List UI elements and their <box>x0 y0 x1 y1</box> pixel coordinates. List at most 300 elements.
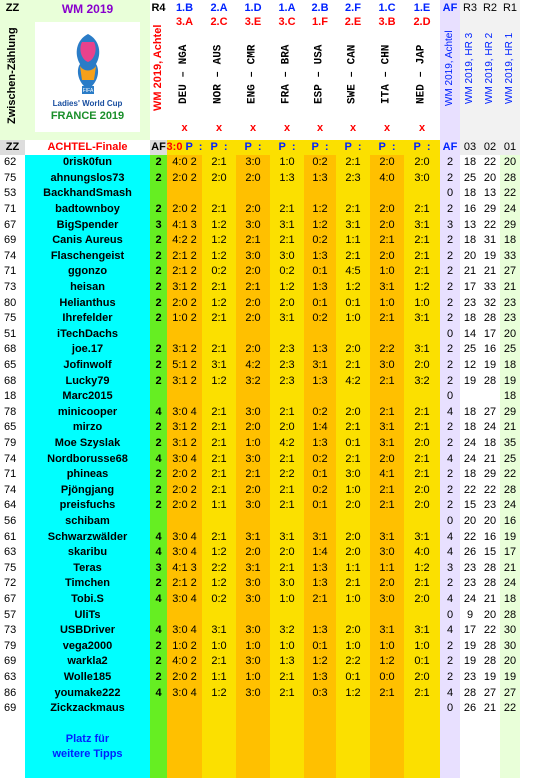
row-tip: 0:1 <box>304 639 336 655</box>
row-tip: 2:0 <box>236 171 270 187</box>
row-r2: 21 <box>480 264 500 280</box>
row-tip: 1:0 2 <box>167 311 202 327</box>
sub-pick <box>336 140 370 155</box>
row-af: 2 <box>150 670 167 686</box>
row-tip: 2:0 2 <box>167 171 202 187</box>
row-zz: 64 <box>0 498 25 514</box>
row-name: Tobi.S <box>25 592 150 608</box>
row-af: 2 <box>150 420 167 436</box>
row-tip: 1:3 <box>304 670 336 686</box>
row-tip: 3:0 <box>236 685 270 701</box>
row-r1: 23 <box>500 295 520 311</box>
row-tip: 3:1 <box>404 342 440 358</box>
row-tip: 1:3 <box>304 623 336 639</box>
row-tip: 3:1 <box>404 529 440 545</box>
row-tip: 1:0 <box>404 295 440 311</box>
row-tip: 4:0 <box>370 171 404 187</box>
row-r3: 18 <box>460 420 480 436</box>
row-tip: 1:2 <box>202 373 236 389</box>
sub-af: AF <box>151 141 166 153</box>
row-tip: 2:0 <box>336 545 370 561</box>
row-af-points: 2 <box>440 171 460 187</box>
row-af-points: 2 <box>440 670 460 686</box>
row-r3: 16 <box>460 202 480 218</box>
row-af-points: 2 <box>440 264 460 280</box>
row-tip: 2:0 <box>404 498 440 514</box>
row-r1: 21 <box>500 280 520 296</box>
row-af-points: 4 <box>440 623 460 639</box>
row-tip: 2:0 <box>404 670 440 686</box>
row-af-points: 2 <box>440 373 460 389</box>
row-tip: 3:0 <box>236 155 270 171</box>
row-name: youmake222 <box>25 685 150 701</box>
row-r3: 19 <box>460 373 480 389</box>
row-af-points: 2 <box>440 436 460 452</box>
row-tip: 1:1 <box>336 561 370 577</box>
row-tip: 3:1 2 <box>167 373 202 389</box>
row-r1: 22 <box>500 701 520 717</box>
row-tip: 4:0 2 <box>167 654 202 670</box>
row-r2: 20 <box>480 607 500 623</box>
footer-tip <box>270 717 304 778</box>
row-tip: 1:0 <box>236 670 270 686</box>
match-code-top: 1.C <box>378 1 396 14</box>
row-tip: 2:1 <box>236 280 270 296</box>
row-tip: 2:0 <box>270 295 304 311</box>
row-tip: 3:0 <box>236 498 270 514</box>
row-af: 2 <box>150 249 167 265</box>
row-zz: 73 <box>0 623 25 639</box>
row-tip <box>336 327 370 343</box>
row-tip: 0:2 <box>202 264 236 280</box>
row-tip <box>404 186 440 202</box>
row-tip: 2:1 <box>404 249 440 265</box>
row-tip <box>336 701 370 717</box>
row-r3: 15 <box>460 498 480 514</box>
row-tip: 1:3 <box>270 171 304 187</box>
row-af: 2 <box>150 467 167 483</box>
row-tip <box>336 389 370 405</box>
row-tip: 2:0 <box>236 420 270 436</box>
row-af: 2 <box>150 233 167 249</box>
row-af: 3 <box>150 561 167 577</box>
row-af: 4 <box>150 545 167 561</box>
sub-pick <box>167 140 202 155</box>
row-af: 4 <box>150 592 167 608</box>
row-af: 2 <box>150 342 167 358</box>
pick-mark: P <box>378 141 386 153</box>
row-tip: 2:0 <box>336 405 370 421</box>
row-r2: 21 <box>480 701 500 717</box>
row-tip <box>236 701 270 717</box>
row-tip: 1:0 <box>336 639 370 655</box>
row-tip: 2:0 <box>370 217 404 233</box>
row-name: Marc2015 <box>25 389 150 405</box>
row-r3: 23 <box>460 561 480 577</box>
row-tip: 1:2 <box>202 295 236 311</box>
row-tip: 3:0 <box>370 545 404 561</box>
row-tip <box>202 514 236 530</box>
sub-pick <box>202 140 236 155</box>
row-tip: 3:0 4 <box>167 545 202 561</box>
row-tip: 2:0 <box>370 202 404 218</box>
row-tip: 2:1 <box>270 405 304 421</box>
row-r1: 24 <box>500 202 520 218</box>
row-name: iTechDachs <box>25 327 150 343</box>
match-code-bottom: 3.C <box>278 15 296 28</box>
row-name: Jofinwolf <box>25 358 150 374</box>
row-zz: 79 <box>0 639 25 655</box>
row-tip <box>202 327 236 343</box>
trophy-emblem-icon <box>68 32 108 100</box>
row-tip <box>270 607 304 623</box>
row-tip <box>270 514 304 530</box>
match-code-top: 1.E <box>413 1 431 14</box>
row-r2: 28 <box>480 639 500 655</box>
match-code-top: 2.A <box>210 1 228 14</box>
row-tip: 0:2 <box>304 483 336 499</box>
row-tip: 2:3 <box>270 358 304 374</box>
row-tip: 0:1 <box>404 654 440 670</box>
row-af-points: 2 <box>440 202 460 218</box>
row-tip: 1:1 <box>370 561 404 577</box>
row-name: UliTs <box>25 607 150 623</box>
row-tip: 3:0 <box>370 592 404 608</box>
row-tip: 3:0 <box>270 576 304 592</box>
row-tip: 1:0 <box>336 592 370 608</box>
pick-mark: P <box>210 141 218 153</box>
row-tip: 2:3 <box>336 171 370 187</box>
row-r2: 20 <box>480 514 500 530</box>
r4-vertical: WM 2019, Achtel <box>152 24 164 112</box>
row-tip <box>304 514 336 530</box>
row-tip: 2:0 <box>236 311 270 327</box>
row-r1: 18 <box>500 389 520 405</box>
row-r2: 18 <box>480 436 500 452</box>
page-title: WM 2019 <box>61 2 114 16</box>
row-tip: 3:0 4 <box>167 685 202 701</box>
row-zz: 53 <box>0 186 25 202</box>
footer-right-af <box>440 717 460 778</box>
row-tip: 3:1 2 <box>167 280 202 296</box>
row-tip: 2:0 2 <box>167 295 202 311</box>
row-tip <box>167 389 202 405</box>
match-teams: ENG – CMR <box>246 44 259 104</box>
row-r3: 18 <box>460 467 480 483</box>
row-r1: 25 <box>500 451 520 467</box>
row-tip: 2:1 <box>202 654 236 670</box>
row-tip <box>167 327 202 343</box>
row-tip <box>404 389 440 405</box>
row-tip: 1:2 <box>304 654 336 670</box>
row-tip: 0:2 <box>270 264 304 280</box>
row-af-points: 0 <box>440 327 460 343</box>
row-tip <box>370 701 404 717</box>
row-tip: 2:0 <box>236 202 270 218</box>
row-zz: 74 <box>0 483 25 499</box>
row-tip: 2:1 <box>370 685 404 701</box>
row-r2: 28 <box>480 654 500 670</box>
row-r2: 15 <box>480 545 500 561</box>
footer-tip <box>167 717 202 778</box>
row-r1: 21 <box>500 420 520 436</box>
row-r1: 19 <box>500 529 520 545</box>
row-tip: 0:0 <box>370 670 404 686</box>
row-tip <box>336 514 370 530</box>
row-tip <box>236 514 270 530</box>
row-tip: 2:1 <box>370 483 404 499</box>
match-code-top: 2.B <box>311 1 329 14</box>
match-mark: x <box>249 121 257 134</box>
row-tip <box>304 607 336 623</box>
row-tip: 2:0 <box>370 451 404 467</box>
row-af: 2 <box>150 654 167 670</box>
row-tip: 3:0 4 <box>167 623 202 639</box>
row-tip: 2:1 <box>370 405 404 421</box>
row-zz: 51 <box>0 327 25 343</box>
row-tip: 1:1 <box>202 670 236 686</box>
row-zz: 62 <box>0 155 25 171</box>
row-tip <box>404 701 440 717</box>
match-mark: x <box>316 121 324 134</box>
row-tip: 0:2 <box>304 451 336 467</box>
row-tip: 1:3 <box>304 576 336 592</box>
row-r1: 24 <box>500 498 520 514</box>
row-tip: 3:2 <box>270 623 304 639</box>
row-tip <box>167 701 202 717</box>
footer-tip <box>336 717 370 778</box>
row-af-points: 4 <box>440 592 460 608</box>
row-name: Pjöngjang <box>25 483 150 499</box>
row-name: Wolle185 <box>25 670 150 686</box>
row-tip: 0:2 <box>304 233 336 249</box>
row-zz: 61 <box>0 529 25 545</box>
row-tip: 1:3 <box>304 280 336 296</box>
row-tip: 3:0 <box>336 467 370 483</box>
row-af: 3 <box>150 217 167 233</box>
row-tip: 2:2 <box>370 342 404 358</box>
row-r3: 26 <box>460 545 480 561</box>
row-tip: 2:0 <box>336 623 370 639</box>
row-tip: 2:0 <box>404 155 440 171</box>
footer-tip <box>236 717 270 778</box>
row-tip: 0:1 <box>304 295 336 311</box>
row-tip <box>167 186 202 202</box>
row-r3: 23 <box>460 670 480 686</box>
row-r2: 17 <box>480 327 500 343</box>
row-name: phineas <box>25 467 150 483</box>
row-af: 2 <box>150 483 167 499</box>
row-tip <box>167 607 202 623</box>
row-tip: 2:0 2 <box>167 483 202 499</box>
pick-mark: P <box>413 141 421 153</box>
row-name: Helianthus <box>25 295 150 311</box>
row-r2 <box>480 389 500 405</box>
r1-label: R1 <box>502 1 518 14</box>
row-name: minicooper <box>25 405 150 421</box>
row-tip: 2:1 <box>404 405 440 421</box>
row-tip: 2:1 <box>370 498 404 514</box>
row-tip: 1:0 <box>236 436 270 452</box>
row-tip: 3:2 <box>236 373 270 389</box>
row-tip: 3:0 <box>270 249 304 265</box>
row-tip: 2:0 <box>370 155 404 171</box>
row-af-points: 0 <box>440 701 460 717</box>
row-af: 2 <box>150 576 167 592</box>
row-tip <box>270 701 304 717</box>
row-af-points: 2 <box>440 420 460 436</box>
row-zz: 74 <box>0 249 25 265</box>
row-r2: 31 <box>480 233 500 249</box>
row-tip <box>236 389 270 405</box>
row-tip: 2:1 <box>404 202 440 218</box>
row-tip: 1:2 <box>404 561 440 577</box>
row-name: BackhandSmash <box>25 186 150 202</box>
row-r3: 22 <box>460 529 480 545</box>
row-name: BigSpender <box>25 217 150 233</box>
row-tip: 2:1 <box>202 483 236 499</box>
match-code-bottom: 2.E <box>344 15 362 28</box>
row-r2: 21 <box>480 451 500 467</box>
row-r2: 19 <box>480 670 500 686</box>
row-tip <box>336 186 370 202</box>
row-tip: 1:0 <box>202 639 236 655</box>
match-teams: NED – JAP <box>415 44 428 104</box>
row-af <box>150 186 167 202</box>
row-tip: 2:1 <box>336 202 370 218</box>
row-tip: 1:0 <box>236 639 270 655</box>
row-r2: 24 <box>480 420 500 436</box>
row-af-points: 2 <box>440 233 460 249</box>
row-zz: 68 <box>0 373 25 389</box>
row-tip: 2:1 <box>202 155 236 171</box>
pick-colon: : <box>391 141 396 153</box>
row-r1: 17 <box>500 545 520 561</box>
row-tip: 2:1 2 <box>167 249 202 265</box>
row-tip <box>370 389 404 405</box>
row-af-points: 0 <box>440 514 460 530</box>
row-af-points: 4 <box>440 405 460 421</box>
row-af-points: 3 <box>440 561 460 577</box>
row-af-points: 2 <box>440 155 460 171</box>
row-r3: 9 <box>460 607 480 623</box>
row-zz: 67 <box>0 217 25 233</box>
match-code-top: 2.F <box>345 1 361 14</box>
row-r1: 29 <box>500 217 520 233</box>
row-r3: 24 <box>460 592 480 608</box>
row-af: 2 <box>150 311 167 327</box>
row-af: 2 <box>150 202 167 218</box>
row-af: 4 <box>150 405 167 421</box>
row-tip: 2:1 <box>370 373 404 389</box>
row-tip: 2:1 <box>404 467 440 483</box>
row-r2: 13 <box>480 186 500 202</box>
row-tip: 1:1 <box>202 498 236 514</box>
row-tip: 1:0 <box>270 155 304 171</box>
row-name: badtownboy <box>25 202 150 218</box>
match-code-bottom: 2.C <box>210 15 228 28</box>
row-af: 2 <box>150 155 167 171</box>
row-tip: 3:1 <box>236 561 270 577</box>
row-name: joe.17 <box>25 342 150 358</box>
row-tip: 2:0 <box>404 592 440 608</box>
r4-label: R4 <box>151 1 166 14</box>
sub-pick <box>370 140 404 155</box>
row-tip: 2:1 <box>202 529 236 545</box>
row-tip: 1:3 <box>304 561 336 577</box>
row-r1: 25 <box>500 342 520 358</box>
match-teams: FRA – BRA <box>280 44 293 104</box>
row-tip: 2:1 <box>404 576 440 592</box>
row-af-points: 2 <box>440 654 460 670</box>
row-tip <box>370 514 404 530</box>
row-tip: 2:1 <box>202 405 236 421</box>
row-r3: 18 <box>460 155 480 171</box>
row-tip: 1:0 <box>336 311 370 327</box>
row-r1: 20 <box>500 654 520 670</box>
row-tip: 1:2 <box>202 217 236 233</box>
row-tip: 3:0 <box>236 451 270 467</box>
sub-pick <box>236 140 270 155</box>
row-zz: 75 <box>0 561 25 577</box>
row-tip: 3:0 4 <box>167 529 202 545</box>
row-tip <box>202 186 236 202</box>
row-tip: 1:2 <box>304 217 336 233</box>
row-af: 2 <box>150 373 167 389</box>
row-r2: 20 <box>480 171 500 187</box>
row-af: 4 <box>150 529 167 545</box>
row-name: 0risk0fun <box>25 155 150 171</box>
row-zz: 74 <box>0 451 25 467</box>
row-tip: 2:1 <box>270 561 304 577</box>
row-tip <box>304 389 336 405</box>
row-zz: 67 <box>0 592 25 608</box>
row-tip: 3:1 2 <box>167 342 202 358</box>
row-af: 4 <box>150 451 167 467</box>
match-code-bottom: 3.E <box>244 15 262 28</box>
svg-text:FIFA: FIFA <box>82 88 93 94</box>
row-tip <box>202 389 236 405</box>
r3-vertical: WM 2019, HR 3 <box>464 32 475 104</box>
row-tip: 3:0 <box>370 358 404 374</box>
row-zz: 69 <box>0 233 25 249</box>
row-tip: 2:1 <box>336 249 370 265</box>
row-tip: 1:3 <box>270 654 304 670</box>
row-tip: 1:2 <box>370 654 404 670</box>
row-r3: 28 <box>460 685 480 701</box>
row-tip: 2:1 <box>202 311 236 327</box>
footer-zz <box>0 717 25 778</box>
row-name: preisfuchs <box>25 498 150 514</box>
row-name: Nordborusse68 <box>25 451 150 467</box>
row-tip: 3:1 <box>270 529 304 545</box>
row-r1: 22 <box>500 467 520 483</box>
match-mark: x <box>283 121 291 134</box>
row-tip: 3:0 <box>236 405 270 421</box>
row-zz: 63 <box>0 545 25 561</box>
pick-colon: : <box>198 141 203 153</box>
row-tip: 2:0 <box>270 420 304 436</box>
row-tip: 2:1 2 <box>167 264 202 280</box>
row-tip: 3:1 2 <box>167 436 202 452</box>
row-zz: 18 <box>0 389 25 405</box>
row-name: warkla2 <box>25 654 150 670</box>
pick-mark: P <box>311 141 319 153</box>
row-name: Teras <box>25 561 150 577</box>
sub-title: ACHTEL-Finale <box>25 140 150 155</box>
match-teams: DEU – NGA <box>178 44 190 104</box>
row-tip: 4:1 3 <box>167 561 202 577</box>
